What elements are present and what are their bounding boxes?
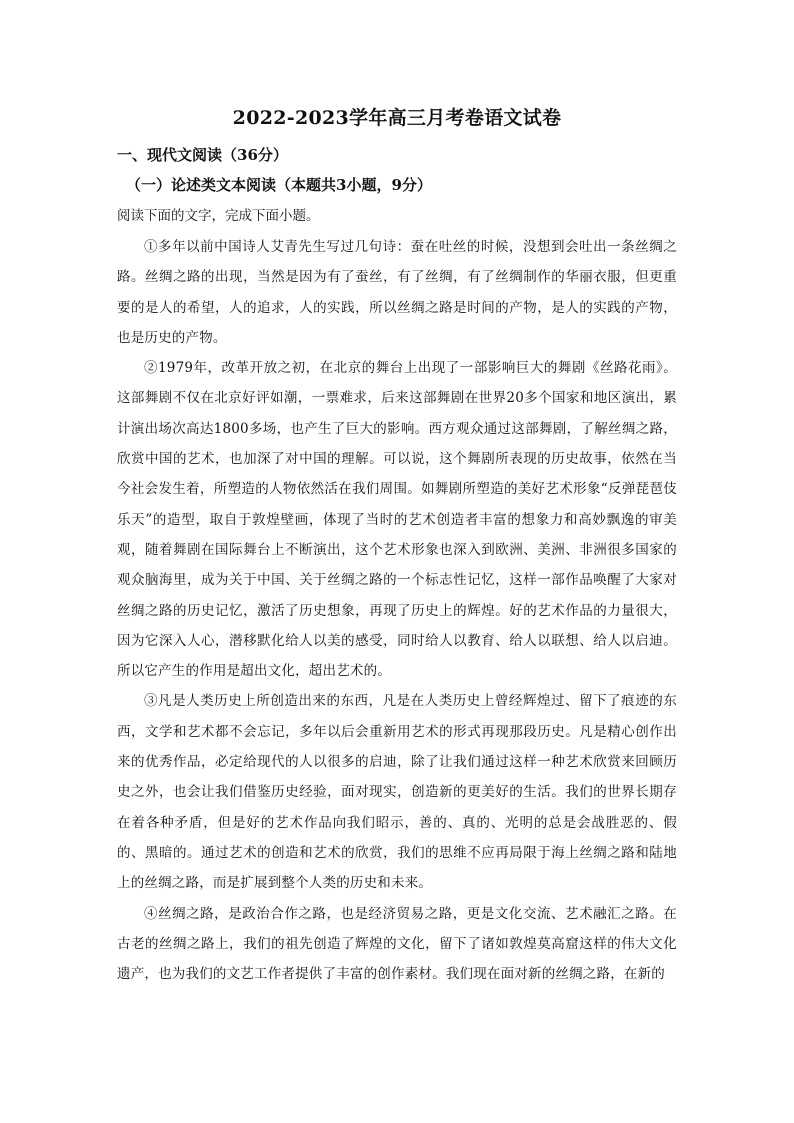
sub-heading: （一）论述类文本阅读（本题共3小题，9分） (126, 176, 432, 194)
passage-body (117, 232, 677, 989)
passage-paragraph-4: ④丝绸之路，是政治合作之路，也是经济贸易之路，更是文化交流、艺术融汇之路。在古老的丝绸之路上，我们的祖先创造了辉煌的文化，留下了诸如敦煌莫高窟这样的伟大文化遗产，也为我们的文艺工作者提供了丰富的创作素材。我们现在面对新的丝绸之路，在新的 (117, 905, 677, 983)
exam-title: 2022-2023学年高三月考卷语文试卷 (232, 107, 562, 129)
passage-paragraph-2: ②1979年，改革开放之初，在北京的舞台上出现了一部影响巨大的舞剧《丝路花雨》。这部舞剧不仅在北京好评如潮，一票难求，后来这部舞剧在世界20多个国家和地区演出，累计演出场次高达1800多场，也产生了巨大的影响。西方观众通过这部舞剧，了解丝绸之路，欣赏中国的艺术，也加深了对中国的理解。可以说，这个舞剧所表现的历史故事，依然在当今社会发生着，所塑造的人物依然活在我们周围。如舞剧所塑造的美好艺术形象“反弹琵琶伎乐天”的造型，取自于敦煌壁画，体现了当时的艺术创造者丰富的想象力和高妙飘逸的审美观，随着舞剧在国际舞台上不断演出，这个艺术形象也深入到欧洲、美洲、非洲很多国家的观众脑海里，成为关于中国、关于丝绸之路的一个标志性记忆，这样一部作品唤醒了大家对丝绸之路的历史记忆，激活了历史想象，再现了历史上的辉煌。好的艺术作品的力量很大，因为它深入人心，潜移默化给人以美的感受，同时给人以教育、给人以联想、给人以启迪。所以它产生的作用是超出文化，超出艺术的。 (117, 360, 677, 680)
reading-instruction: 阅读下面的文字，完成下面小题。 (117, 208, 320, 224)
passage-paragraph-3: ③凡是人类历史上所创造出来的东西，凡是在人类历史上曾经辉煌过、留下了痕迹的东西，文学和艺术都不会忘记，多年以后会重新用艺术的形式再现那段历史。凡是精心创作出来的优秀作品，必定给现代的人以很多的启迪，除了让我们通过这样一种艺术欣赏来回顾历史之外，也会让我们借鉴历史经验，面对现实，创造新的更美好的生活。我们的世界长期存在着各种矛盾，但是好的艺术作品向我们昭示，善的、真的、光明的总是会战胜恶的、假的、黑暗的。通过艺术的创造和艺术的欣赏，我们的思维不应再局限于海上丝绸之路和陆地上的丝绸之路，而是扩展到整个人类的历史和未来。 (117, 693, 677, 892)
passage-paragraph-1: ①多年以前中国诗人艾青先生写过几句诗：蚕在吐丝的时候，没想到会吐出一条丝绸之路。丝绸之路的出现，当然是因为有了蚕丝，有了丝绸，有了丝绸制作的华丽衣服，但更重要的是人的希望，人的追求，人的实践，所以丝绸之路是时间的产物，是人的实践的产物，也是历史的产物。 (117, 239, 677, 346)
section-heading: 一、现代文阅读（36分） (117, 146, 288, 164)
